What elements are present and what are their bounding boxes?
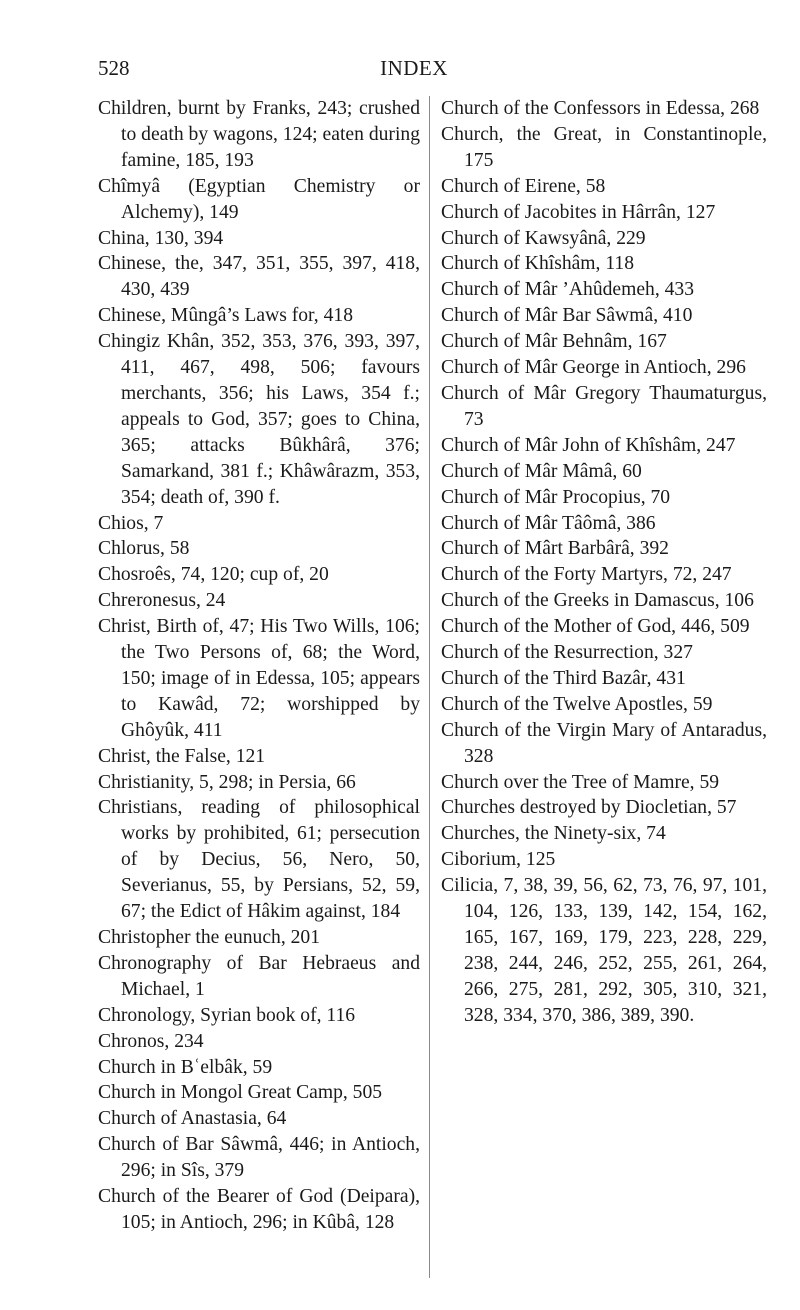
index-entry: Chronos, 234 bbox=[98, 1030, 204, 1052]
index-entry: Ciborium, 125 bbox=[441, 849, 556, 871]
index-entry: Chingiz Khân, 352, 353, 376, 393, 397, 411, 467, 498, 506; favours merchants, 356; his Laws, 354 f.; appeals to God, 357; goes to China, 365; attacks Bûkhârâ, 376; Samarkand, 381 f.; Khâwârazm, 353, 354; death of, 390 f. bbox=[98, 331, 420, 508]
index-entry: Church of Mâr Tâômâ, 386 bbox=[441, 512, 656, 534]
index-entry: Christopher the eunuch, 201 bbox=[98, 927, 321, 948]
index-entry: Church of Mâr Bar Sâwmâ, 410 bbox=[441, 305, 693, 327]
index-entry: Chronology, Syrian book of, 116 bbox=[98, 1004, 356, 1026]
index-entry: Church of Eirene, 58 bbox=[441, 175, 606, 197]
right-column bbox=[441, 96, 767, 1029]
index-entry: Church of the Twelve Apostles, 59 bbox=[441, 693, 713, 715]
index-entry: Christianity, 5, 298; in Persia, 66 bbox=[98, 771, 356, 793]
column-divider bbox=[429, 96, 430, 1278]
index-entry: Church of the Resurrection, 327 bbox=[441, 642, 693, 664]
index-entry: Church of the Greeks in Damascus, 106 bbox=[441, 590, 754, 612]
index-entry: Church of Jacobites in Hârrân, 127 bbox=[441, 201, 716, 223]
index-entry: Church of the Forty Martyrs, 72, 247 bbox=[441, 564, 732, 586]
index-entry: Church of Mâr Gregory Thaumaturgus, 73 bbox=[441, 382, 767, 430]
index-entry: Christ, Birth of, 47; His Two Wills, 106; the Two Persons of, 68; the Word, 150; image of in Edessa, 105; appears to Kawâd, 72; worshipped by Ghôyûk, 411 bbox=[98, 616, 420, 741]
index-entry: Church of Mâr John of Khîshâm, 247 bbox=[441, 434, 736, 456]
index-entry: Children, burnt by Franks, 243; crushed to death by wagons, 124; eaten during famine, 185, 193 bbox=[98, 98, 420, 171]
index-entry: Chinese, the, 347, 351, 355, 397, 418, 430, 439 bbox=[98, 253, 420, 301]
index-entry: Church in Mongol Great Camp, 505 bbox=[98, 1082, 383, 1104]
index-entry: China, 130, 394 bbox=[98, 227, 224, 249]
index-entry: Church of Mârt Barbârâ, 392 bbox=[441, 538, 669, 560]
index-entry: Church of Mâr ’Ahûdemeh, 433 bbox=[441, 279, 695, 301]
index-entry: Churches, the Ninety-six, 74 bbox=[441, 823, 666, 845]
index-entry: Chronography of Bar Hebraeus and Michael, 1 bbox=[98, 952, 420, 1000]
index-entry: Chosroês, 74, 120; cup of, 20 bbox=[98, 564, 329, 586]
index-entry: Church of the Virgin Mary of Antaradus, 328 bbox=[441, 719, 767, 767]
left-column bbox=[98, 96, 420, 1236]
index-entry: Church of the Bearer of God (Deipara), 105; in Antioch, 296; in Kûbâ, 128 bbox=[98, 1186, 420, 1233]
index-entry: Chreronesus, 24 bbox=[98, 590, 226, 612]
index-entry: Church of Anastasia, 64 bbox=[98, 1108, 287, 1130]
index-entry: Church of the Confessors in Edessa, 268 bbox=[441, 98, 760, 119]
index-entry: Church of Mâr Behnâm, 167 bbox=[441, 331, 667, 353]
page-title: INDEX bbox=[380, 56, 448, 80]
index-entry: Church in Bʿelbâk, 59 bbox=[98, 1056, 273, 1078]
index-entry: Chios, 7 bbox=[98, 512, 164, 534]
running-header bbox=[98, 56, 730, 90]
index-entry: Church over the Tree of Mamre, 59 bbox=[441, 771, 720, 793]
index-entry: Church of the Third Bazâr, 431 bbox=[441, 667, 686, 689]
index-entry: Christ, the False, 121 bbox=[98, 745, 266, 767]
index-entry: Chlorus, 58 bbox=[98, 538, 190, 560]
index-entry: Christians, reading of philosophical works by prohibited, 61; persecution of by Decius, 56, Nero, 50, Severianus, 55, by Persians, 52, 59, 67; the Edict of Hâkim against, 184 bbox=[98, 797, 420, 923]
index-entry: Chîmyâ (Egyptian Chemistry or Alchemy), 149 bbox=[98, 175, 420, 223]
index-entry: Church of Bar Sâwmâ, 446; in Antioch, 296; in Sîs, 379 bbox=[98, 1134, 420, 1182]
page-number: 528 bbox=[98, 56, 130, 80]
index-entry: Church of Kawsyânâ, 229 bbox=[441, 227, 646, 249]
index-entry: Cilicia, 7, 38, 39, 56, 62, 73, 76, 97, 101, 104, 126, 133, 139, 142, 154, 162, 165, 167, 169, 179, 223, 228, 229, 238, 244, 246, 252, 255, 261, 264, 266, 275, 281, 292, 305, 310, 321, 328, 334, 370, 386, 389, 390. bbox=[441, 875, 767, 1026]
index-entry: Church of Mâr Procopius, 70 bbox=[441, 486, 671, 508]
index-entry: Chinese, Mûngâ’s Laws for, 418 bbox=[98, 305, 353, 327]
index-entry: Church of the Mother of God, 446, 509 bbox=[441, 616, 750, 638]
index-entry: Church, the Great, in Constantinople, 175 bbox=[441, 123, 767, 171]
index-entry: Church of Mâr Mâmâ, 60 bbox=[441, 460, 642, 482]
index-entry: Church of Mâr George in Antioch, 296 bbox=[441, 357, 746, 379]
index-entry: Churches destroyed by Diocletian, 57 bbox=[441, 797, 737, 819]
index-entry: Church of Khîshâm, 118 bbox=[441, 253, 635, 275]
